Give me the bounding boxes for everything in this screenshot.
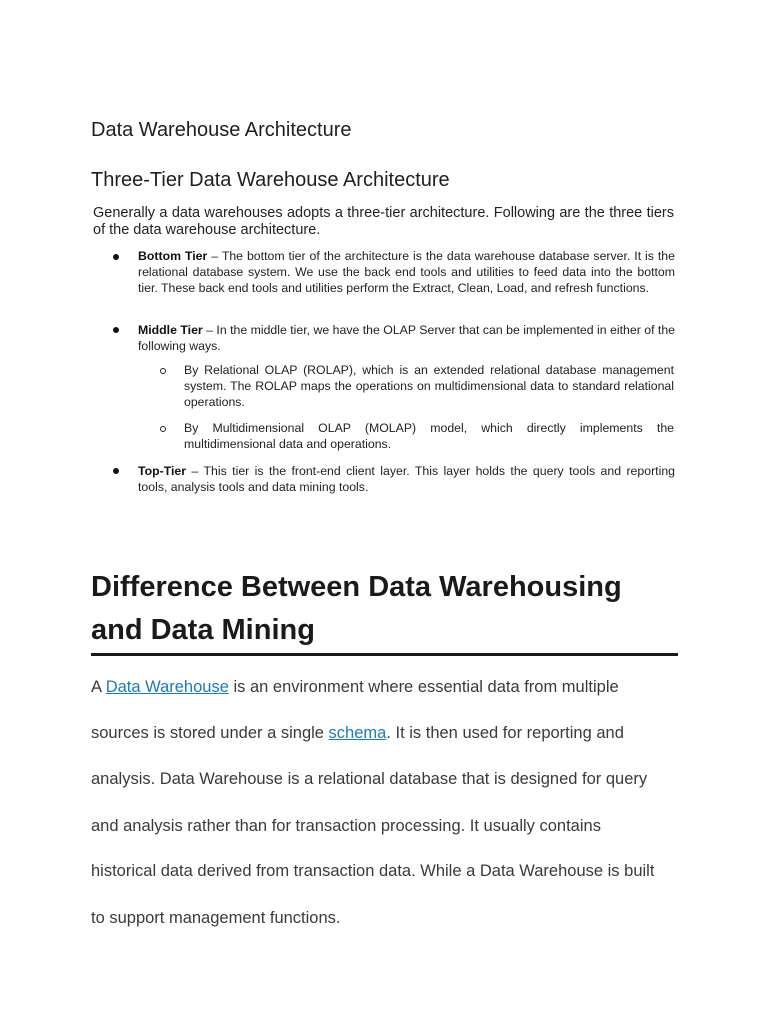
bullet-icon [113,327,119,333]
bullet-label: Middle Tier [138,323,203,337]
paragraph-line: analysis. Data Warehouse is a relational database that is designed for query [91,770,648,788]
sub-bullet-icon [160,368,166,374]
data-warehouse-link[interactable]: Data Warehouse [105,678,229,696]
bullet-icon [113,468,119,474]
paragraph-line: historical data derived from transaction data. While a Data Warehouse is built [91,862,655,880]
sub-bullet-icon [160,426,166,432]
bullet-text: – In the middle tier, we have the OLAP Server that can be implemented in either of the following ways. [138,323,676,354]
text-span: sources is stored under a single [91,724,329,742]
page-title: Data Warehouse Architecture [91,119,352,141]
text-span: . It is then used for reporting and [386,724,624,742]
difference-heading: Difference Between Data Warehousing and Data Mining [91,571,622,646]
sub-bullet-rolap: By Relational OLAP (ROLAP), which is an extended relational database management system. The ROLAP maps the operations on multidimensional data to standard relational operations. [184,363,674,410]
schema-link[interactable]: schema [328,724,387,742]
intro-paragraph: Generally a data warehouses adopts a three-tier architecture. Following are the three tiers of the data warehouse architecture. [93,205,674,238]
bullet-label: Bottom Tier [138,249,208,263]
bullet-icon [113,254,119,260]
heading-divider [91,653,678,656]
bullet-top-tier [138,463,675,495]
paragraph-line [91,724,624,743]
paragraph-line: to support management functions. [91,909,341,927]
text-span: is an environment where essential data from multiple [228,678,619,696]
bullet-middle-tier [138,322,675,354]
bullet-label: Top-Tier [138,464,187,478]
paragraph-line [91,678,619,697]
text-span: A [91,678,106,696]
bullet-bottom-tier [138,248,675,297]
bullet-text: – The bottom tier of the architecture is the data warehouse database server. It is the relational database system. We use the back end tools and utilities to feed data into the bottom tier. These back end tools and utilities perform the Extract, Clean, Load, and refresh functions. [138,249,675,296]
sub-bullet-molap: By Multidimensional OLAP (MOLAP) model, which directly implements the multidimensional data and operations. [184,421,674,452]
paragraph-line: and analysis rather than for transaction processing. It usually contains [91,817,601,835]
section-subtitle: Three-Tier Data Warehouse Architecture [91,169,450,191]
bullet-text: – This tier is the front-end client layer. This layer holds the query tools and reporting tools, analysis tools and data mining tools. [138,464,675,495]
